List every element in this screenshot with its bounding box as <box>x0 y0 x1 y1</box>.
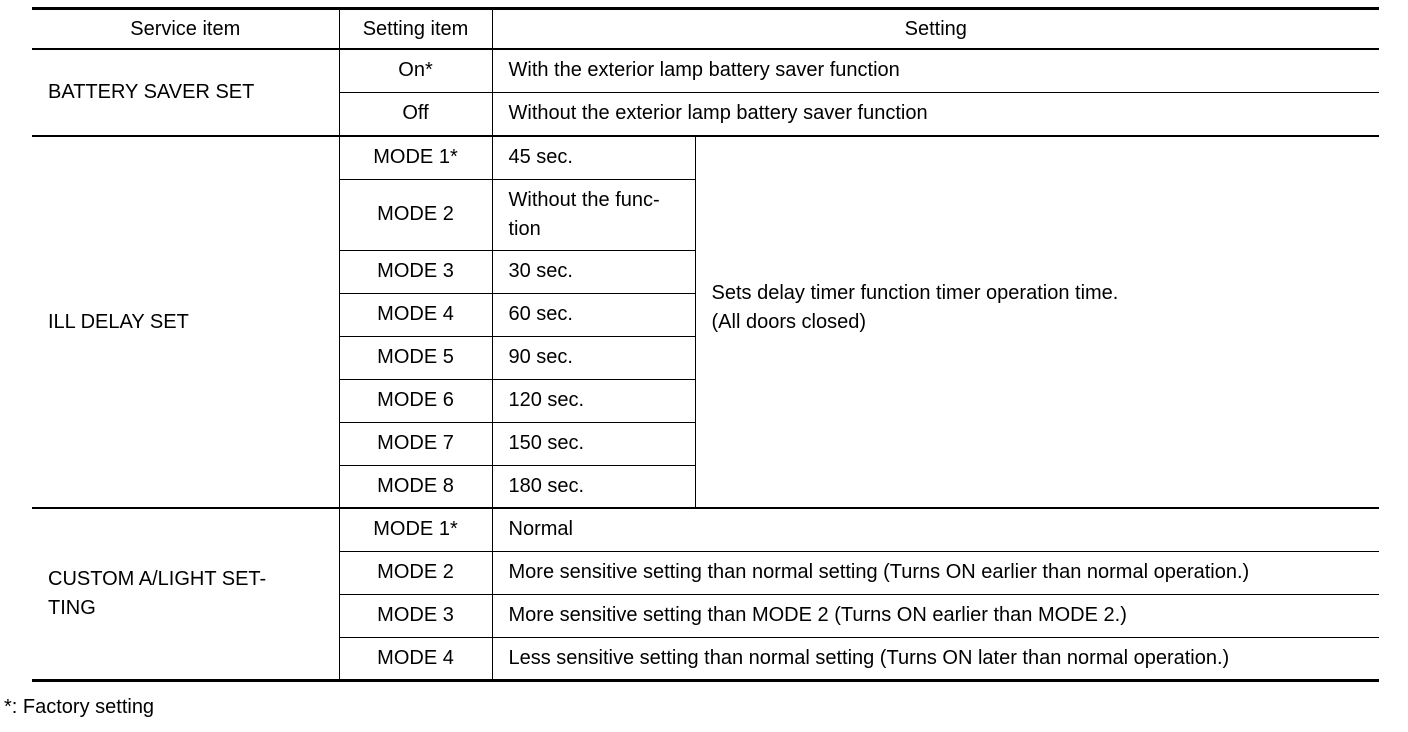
light-setting-2: More sensitive setting than normal setting (Turns ON earlier than normal operation.) <box>492 551 1379 594</box>
ill-value-7: 150 sec. <box>492 422 695 465</box>
table-row <box>32 49 1379 92</box>
table-header-row <box>32 9 1379 50</box>
light-setting-1: Normal <box>492 508 1379 551</box>
ill-value-8: 180 sec. <box>492 465 695 508</box>
ill-value-2: Without the func- tion <box>492 179 695 250</box>
service-settings-table <box>32 7 1379 682</box>
service-ill-delay: ILL DELAY SET <box>32 136 339 508</box>
setting-item-off: Off <box>339 92 492 136</box>
ill-value-3: 30 sec. <box>492 250 695 293</box>
light-mode-1: MODE 1* <box>339 508 492 551</box>
service-battery-saver: BATTERY SAVER SET <box>32 49 339 136</box>
ill-value-5: 90 sec. <box>492 336 695 379</box>
light-setting-3: More sensitive setting than MODE 2 (Turns ON earlier than MODE 2.) <box>492 594 1379 637</box>
ill-mode-8: MODE 8 <box>339 465 492 508</box>
ill-mode-1: MODE 1* <box>339 136 492 179</box>
ill-mode-2: MODE 2 <box>339 179 492 250</box>
ill-mode-7: MODE 7 <box>339 422 492 465</box>
ill-mode-4: MODE 4 <box>339 293 492 336</box>
setting-off: Without the exterior lamp battery saver function <box>492 92 1379 136</box>
ill-mode-6: MODE 6 <box>339 379 492 422</box>
ill-mode-3: MODE 3 <box>339 250 492 293</box>
light-setting-4: Less sensitive setting than normal setting (Turns ON later than normal operation.) <box>492 637 1379 680</box>
ill-delay-description <box>695 136 1379 508</box>
header-service-item: Service item <box>32 9 339 50</box>
setting-item-on: On* <box>339 49 492 92</box>
ill-mode-5: MODE 5 <box>339 336 492 379</box>
table-row <box>32 136 1379 179</box>
ill-value-6: 120 sec. <box>492 379 695 422</box>
ill-value-1: 45 sec. <box>492 136 695 179</box>
ill-value-4: 60 sec. <box>492 293 695 336</box>
ill-description-line-1: Sets delay timer function timer operation time. <box>711 282 1119 304</box>
ill-description-line-2: (All doors closed) <box>711 311 867 333</box>
header-setting-item: Setting item <box>339 9 492 50</box>
light-mode-2: MODE 2 <box>339 551 492 594</box>
light-mode-4: MODE 4 <box>339 637 492 680</box>
table-row <box>32 508 1379 551</box>
light-mode-3: MODE 3 <box>339 594 492 637</box>
footnote-factory-setting: *: Factory setting <box>4 696 155 718</box>
setting-on: With the exterior lamp battery saver function <box>492 49 1379 92</box>
service-custom-light: CUSTOM A/LIGHT SET- TING <box>48 567 267 619</box>
header-setting: Setting <box>492 9 1379 50</box>
